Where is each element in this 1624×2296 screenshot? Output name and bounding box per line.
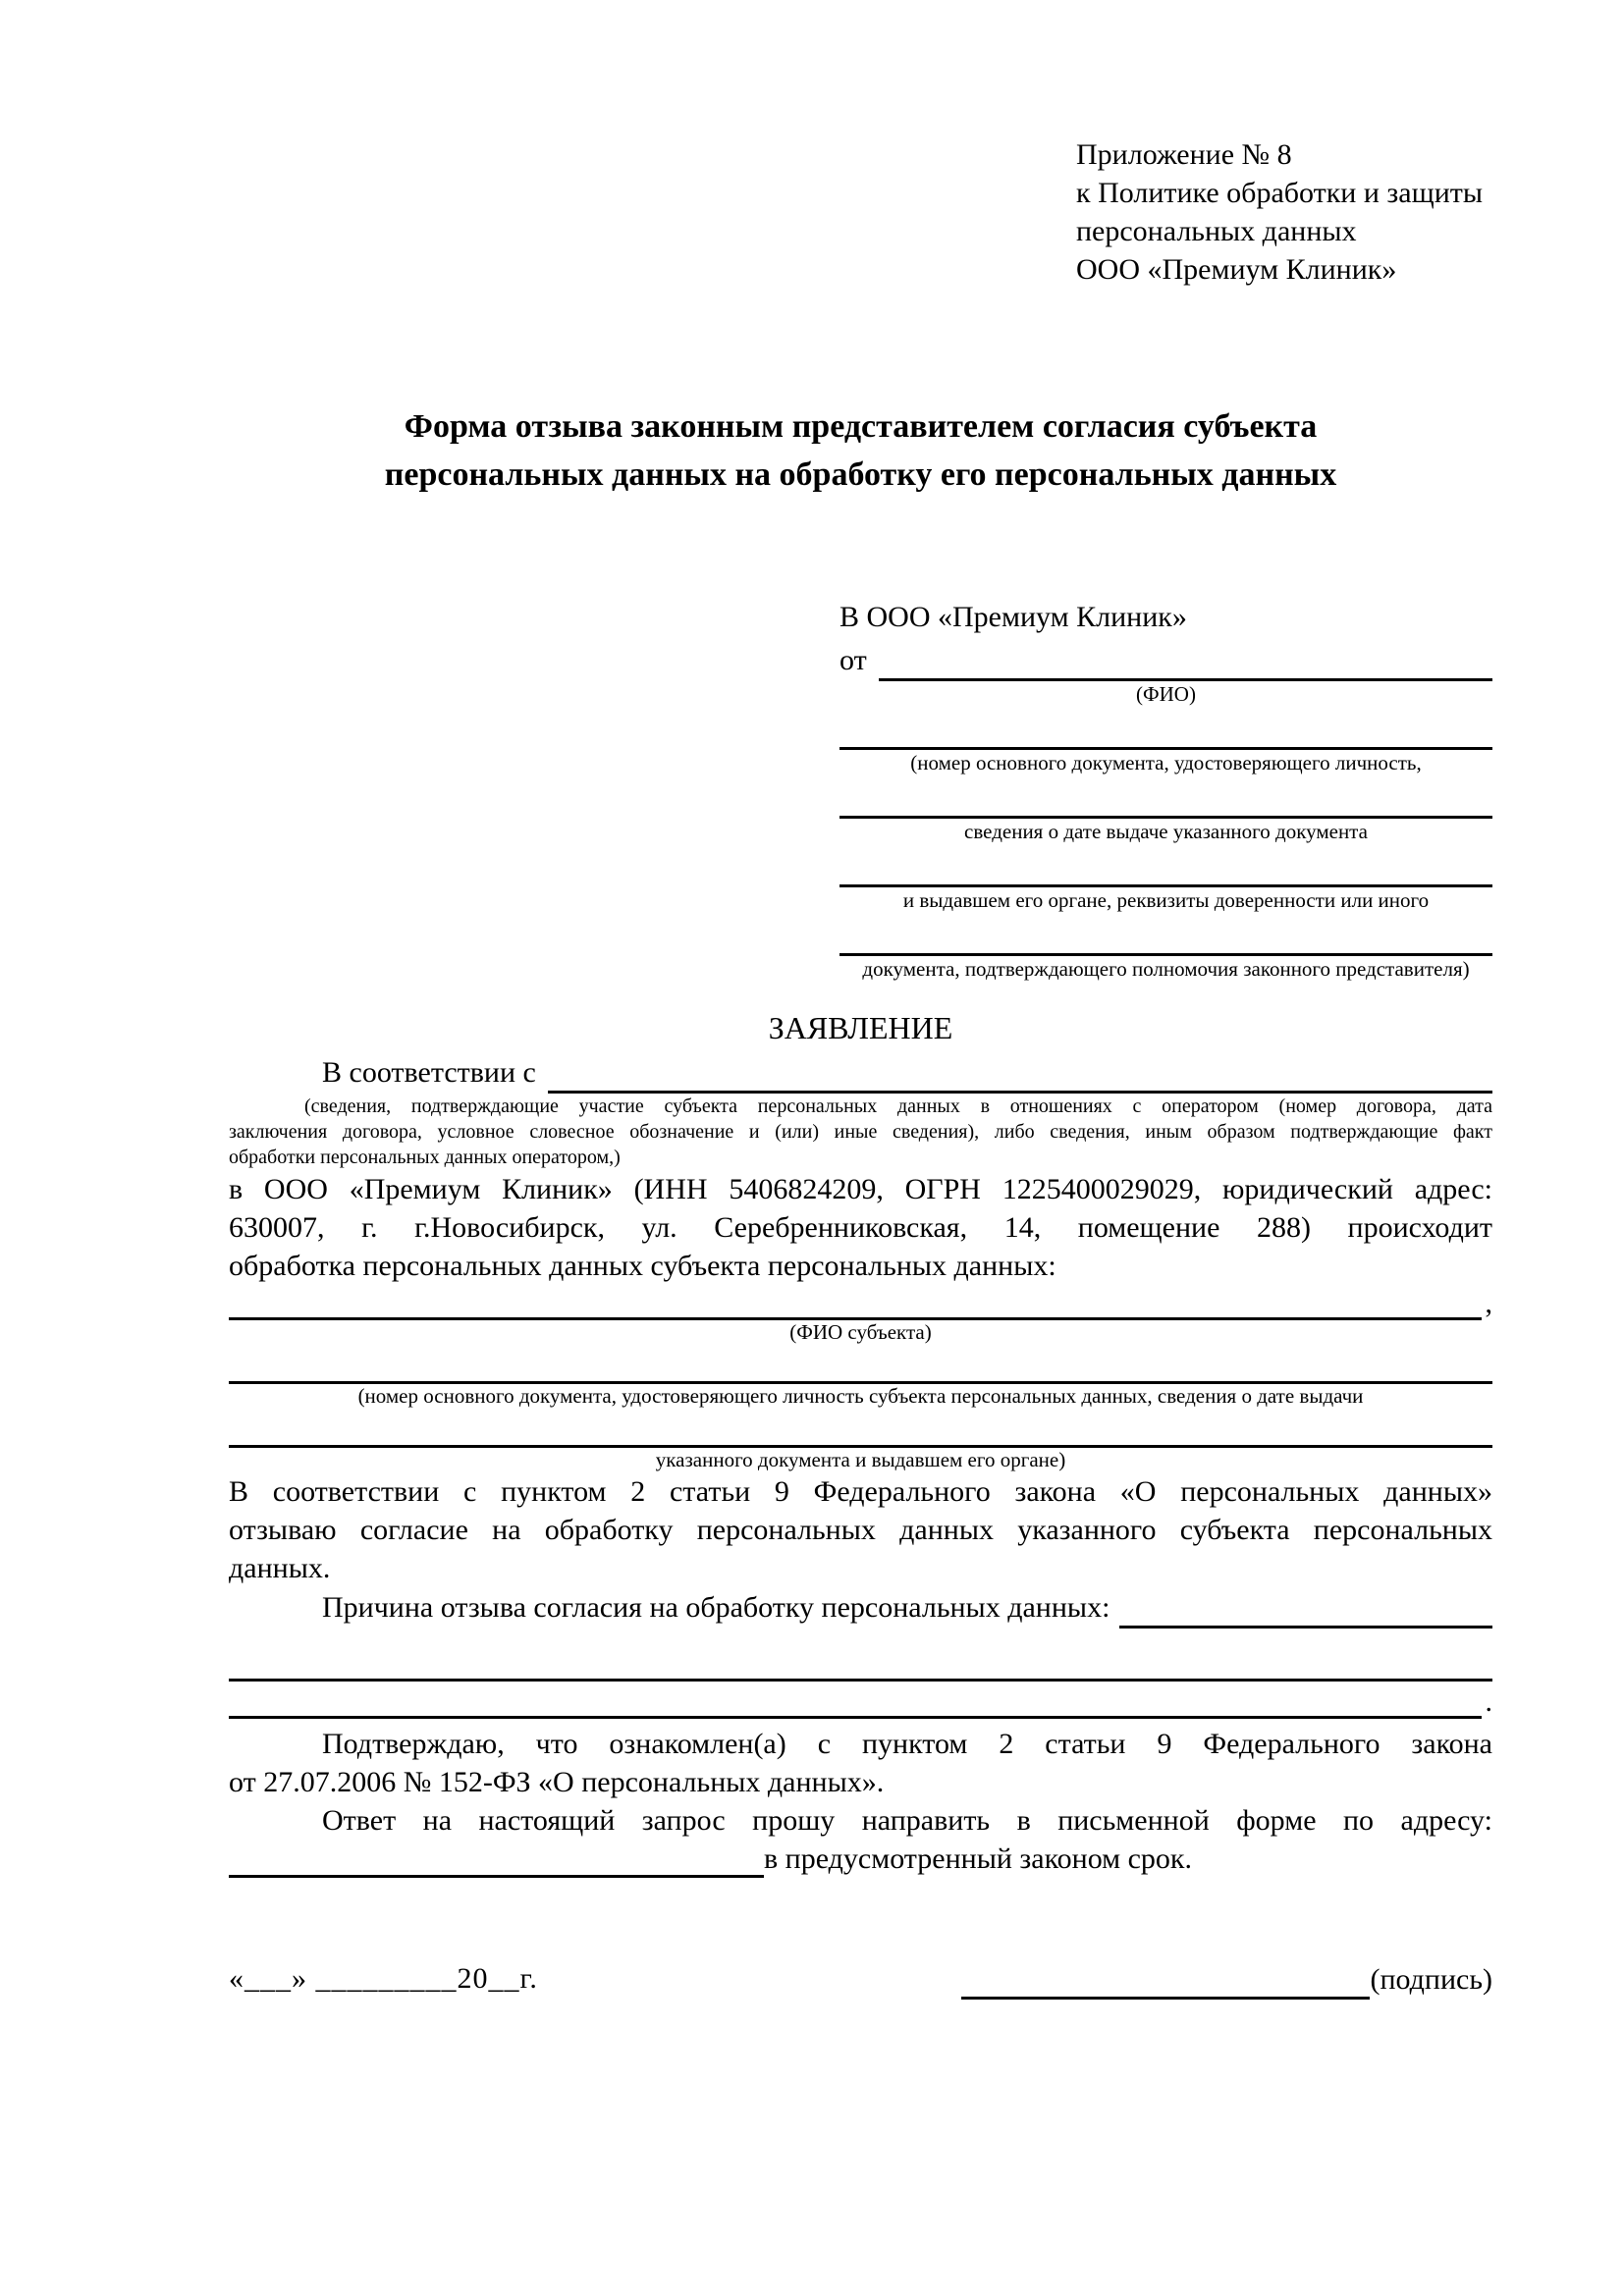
reason-blank-row: [229, 1658, 1492, 1682]
basis-caption: [229, 1094, 1492, 1170]
document-title: [229, 402, 1492, 499]
basis-caption-line: (сведения, подтверждающие участие субъекта персональных данных в отношениях с оператором (номер договора, дата: [304, 1095, 1492, 1117]
signature-group: [961, 1960, 1492, 2000]
representative-doc-row: [839, 858, 1492, 913]
withdrawal-paragraph-line: данных.: [229, 1552, 331, 1584]
subject-fio-caption: (ФИО субъекта): [789, 1320, 932, 1344]
representative-doc-fill-line: [839, 927, 1492, 956]
subject-fio-fill-line: [229, 1289, 1482, 1320]
confirmation-paragraph-line: Подтверждаю, что ознакомлен(а) с пунктом 2 статьи 9 Федерального закона: [322, 1728, 1492, 1760]
basis-fill-line: [548, 1058, 1492, 1094]
subject-doc-caption-2: указанного документа и выдавшем его органе): [655, 1448, 1066, 1471]
operator-paragraph: [229, 1170, 1492, 1285]
fio-caption: (ФИО): [1136, 682, 1196, 706]
reply-address-fill-line: [229, 1844, 764, 1878]
subject-doc-row: [229, 1357, 1492, 1409]
representative-doc-row: [839, 789, 1492, 844]
appendix-note: [1076, 135, 1492, 289]
addressee-org: В ООО «Премиум Клиник»: [839, 601, 1187, 633]
document-title-line: Форма отзыва законным представителем согласия субъекта: [404, 408, 1318, 445]
representative-doc-row: [839, 721, 1492, 775]
withdrawal-paragraph: [229, 1472, 1492, 1587]
withdrawal-paragraph-line: В соответствии с пунктом 2 статьи 9 Федерального закона «О персональных данных»: [229, 1475, 1492, 1508]
reason-fill-line-2: [229, 1658, 1492, 1682]
reply-tail: в предусмотренный законом срок.: [764, 1842, 1192, 1875]
representative-doc-fill-line: [839, 858, 1492, 887]
basis-caption-line: заключения договора, условное словесное обозначение и (или) иные сведения), либо сведения, иным образом подтверждающие факт: [229, 1121, 1492, 1143]
addressee-block: [839, 597, 1492, 982]
reason-fill-line-3: [229, 1691, 1482, 1719]
appendix-note-line: к Политике обработки и защиты: [1076, 177, 1484, 209]
signature-footer: [229, 1958, 1492, 2000]
subject-doc-caption-1: (номер основного документа, удостоверяющего личность субъекта персональных данных, сведения о дате выдачи: [357, 1384, 1364, 1408]
representative-doc-caption: и выдавшем его органе, реквизиты доверенности или иного: [902, 888, 1430, 912]
reason-row: [229, 1587, 1492, 1629]
subject-doc-fill-line: [229, 1420, 1492, 1448]
document-title-line: персональных данных на обработку его персональных данных: [384, 456, 1337, 493]
representative-doc-caption: документа, подтверждающего полномочия законного представителя): [862, 957, 1470, 981]
from-label: от: [839, 644, 867, 676]
subject-fio-row: [229, 1287, 1492, 1320]
operator-paragraph-line: обработка персональных данных субъекта персональных данных:: [229, 1250, 1056, 1282]
appendix-note-line: Приложение № 8: [1076, 138, 1292, 171]
withdrawal-paragraph-line: отзываю согласие на обработку персональных данных указанного субъекта персональных: [229, 1514, 1492, 1546]
reply-address-line: Ответ на настоящий запрос прошу направить в письменной форме по адресу:: [322, 1804, 1492, 1837]
from-row: [839, 640, 1492, 681]
reason-lead: Причина отзыва согласия на обработку персональных данных:: [322, 1591, 1110, 1624]
fio-fill-line: [879, 646, 1492, 681]
representative-doc-fill-line: [839, 789, 1492, 819]
basis-lead: В соответствии с: [322, 1056, 536, 1089]
representative-doc-caption: сведения о дате выдаче указанного документа: [964, 820, 1368, 843]
basis-caption-line: обработки персональных данных оператором,): [229, 1147, 621, 1168]
subject-doc-fill-line: [229, 1357, 1492, 1384]
representative-doc-caption: (номер основного документа, удостоверяющего личность,: [910, 751, 1422, 774]
representative-doc-fill-line: [839, 721, 1492, 750]
appendix-note-line: персональных данных: [1076, 215, 1357, 247]
operator-paragraph-line: в ООО «Премиум Клиник» (ИНН 5406824209, ОГРН 1225400029029, юридический адрес:: [229, 1173, 1492, 1205]
representative-doc-row: [839, 927, 1492, 982]
confirmation-paragraph: [229, 1725, 1492, 1801]
reason-period: .: [1485, 1685, 1492, 1718]
statement-heading: ЗАЯВЛЕНИЕ: [768, 1010, 953, 1045]
date-blank: «___» _________20__г.: [229, 1962, 538, 1995]
appendix-note-line: ООО «Премиум Клиник»: [1076, 253, 1397, 286]
signature-fill-line: [961, 1966, 1370, 2000]
operator-paragraph-line: 630007, г. г.Новосибирск, ул. Серебренниковская, 14, помещение 288) происходит: [229, 1211, 1492, 1244]
reply-paragraph: [229, 1801, 1492, 1878]
subject-fio-comma: ,: [1485, 1287, 1492, 1319]
signature-caption: (подпись): [1370, 1963, 1492, 1996]
subject-doc-row: [229, 1420, 1492, 1472]
reason-fill-line: [1119, 1595, 1492, 1629]
reply-address-row: [229, 1840, 1492, 1878]
basis-row: [229, 1052, 1492, 1094]
confirmation-paragraph-line: от 27.07.2006 № 152-ФЗ «О персональных данных».: [229, 1766, 885, 1798]
reason-blank-row: [229, 1685, 1492, 1719]
